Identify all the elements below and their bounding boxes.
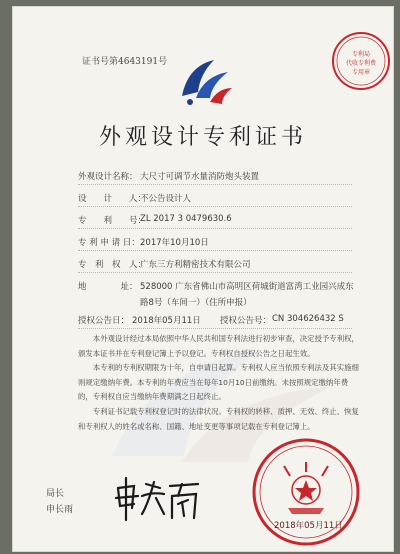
patentee-label: 专 利 权 人： [78,260,147,270]
official-seal-icon [250,436,362,548]
stamp-date: 2018年05月11日 [274,521,343,531]
certificate-paragraph: 本外观设计经过本局依照中华人民共和国专利法进行初步审查，决定授予专利权，颁发本证书并在专利登记簿上予以登记。专利权自授权公告之日起生效。 [78,334,359,358]
address-line2: 路8号（车间一）（住所申报） [140,298,252,308]
grant-date-value: 2018年05月11日 [132,316,201,326]
filing-date-value: 2017年10月10日 [140,238,209,248]
registration-seal-icon [330,30,392,92]
filing-date-label: 专 利 申 请 日： [78,238,140,248]
patent-no-label: 专 利 号： [78,216,147,226]
certificate-paragraph: 本专利的专利权期限为十年，自申请日起算。专利权人应当依照专利法及其实施细则规定缴纳年费。本专利的年费应当在每年10月10日前缴纳。未按照规定缴纳年费的，专利权自应当缴纳年费期满之日起终止。 [78,363,359,401]
svg-text:代收专利费: 代收专利费 [345,60,377,67]
grant-no-value: CN 304626432 S [272,314,344,324]
director-name: 申长雨 [46,505,74,515]
divider [78,184,352,185]
director-signature-icon [112,474,202,526]
design-name-value: 大尺寸可调节水量消防炮头装置 [140,172,260,182]
certificate-paragraph: 专利证书记载专利权登记时的法律状况。专利权的转移、质押、无效、终止、恢复和专利权人的姓名或名称、国籍、地址变更等事项记载在专利登记簿上。 [78,407,359,431]
address-label: 地 址： [78,282,138,292]
patent-no-value: ZL 2017 3 0479630.6 [140,214,232,224]
divider [78,328,352,329]
svg-text:专用章: 专用章 [351,69,371,76]
divider [78,228,352,229]
grant-date-label: 授权公告日： [78,316,130,326]
divider [78,206,352,207]
address-line1: 528000 广东省佛山市高明区荷城街道富湾工业园兴成东 [140,282,354,292]
grant-no-label: 授权公告号： [220,316,272,326]
svg-text:专利局: 专利局 [351,51,371,58]
patent-office-emblem-icon [174,54,234,110]
design-name-label: 外观设计名称： [78,172,138,182]
divider [78,250,352,251]
page-title: 外观设计专利证书 [98,125,307,150]
divider [78,272,352,273]
designer-value: 不公告设计人 [140,194,192,204]
designer-label: 设 计 人： [78,194,147,204]
certificate-sheet [12,6,394,552]
patentee-value: 广东三方利精密技术有限公司 [140,260,251,270]
certificate-number: 证书号第4643191号 [82,57,168,67]
director-title: 局长 [46,489,65,499]
